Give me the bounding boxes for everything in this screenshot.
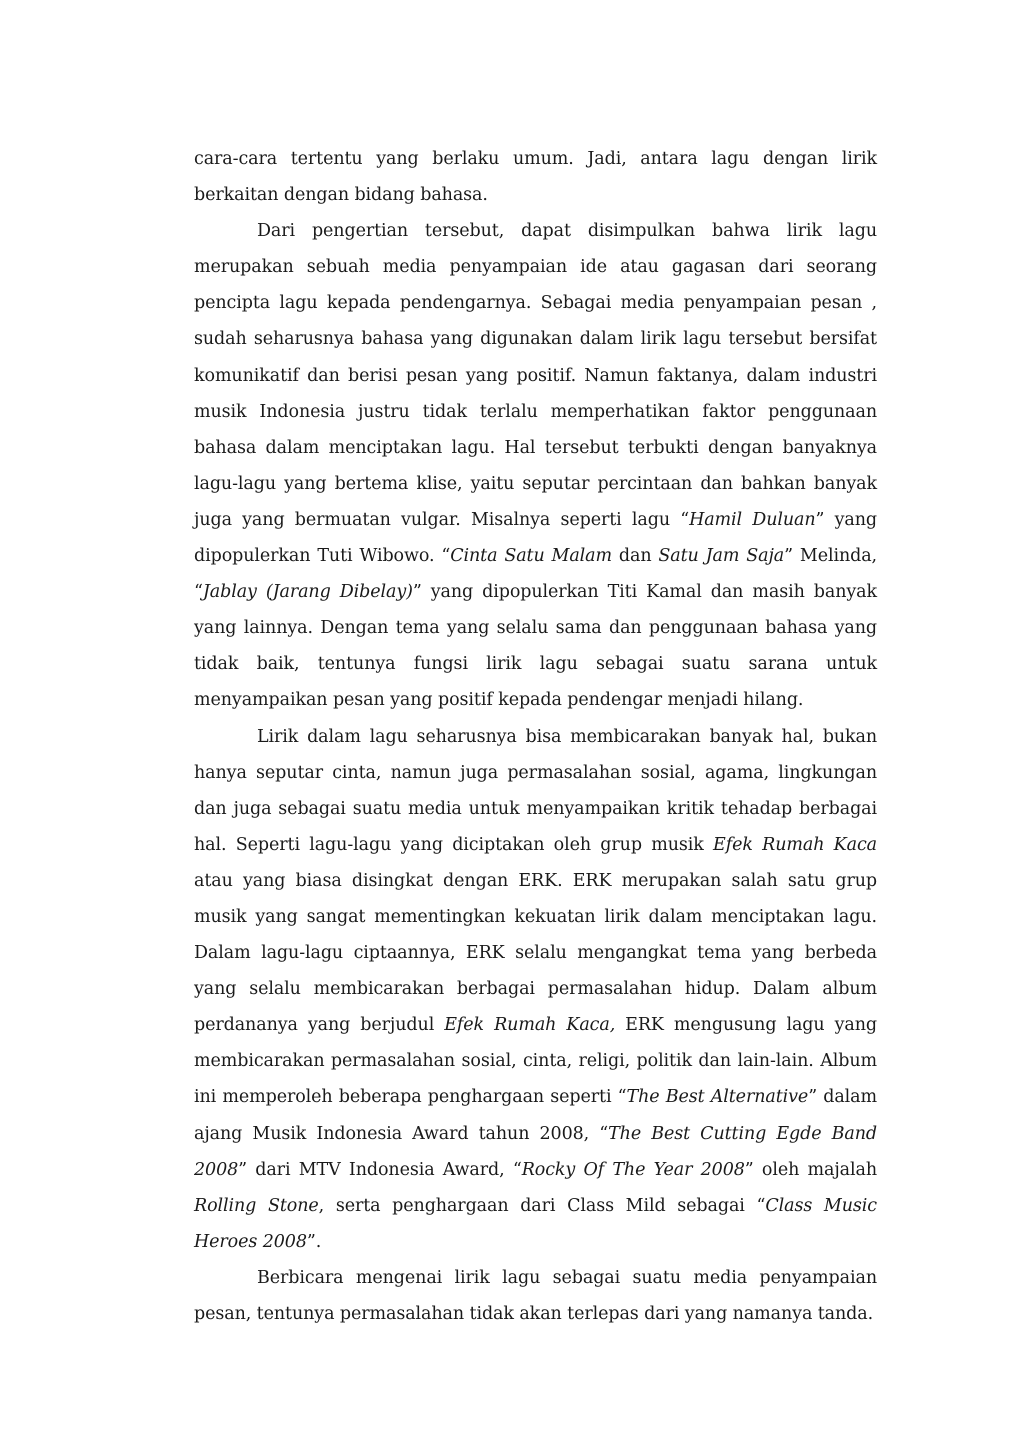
- italic-text-segment: The Best Alternative: [626, 1087, 809, 1108]
- body-text: [194, 141, 877, 1332]
- text-segment: ERK mengusung lagu yang membicarakan permasalahan sosial, cinta, religi, politik dan lain-lain. Album ini memperoleh beberapa penghargaan seperti “: [194, 1015, 878, 1108]
- italic-text-segment: Jablay (Jarang Dibelay): [202, 582, 413, 603]
- text-segment: ” Melinda, “: [194, 546, 878, 603]
- text-segment: ” yang dipopulerkan Tuti Wibowo. “: [194, 509, 878, 567]
- text-segment: atau yang biasa disingkat dengan ERK. ERK merupakan salah satu grup musik yang sangat mementingkan kekuatan lirik dalam menciptakan lagu. Dalam lagu-lagu ciptaannya, ERK selalu mengangkat tema yang berbeda yang selalu membicarakan berbagai permasalahan hidup. Dalam album perdananya yang berjudul: [194, 870, 877, 1036]
- italic-text-segment: Satu Jam Saja: [658, 546, 785, 567]
- italic-text-segment: Efek Rumah Kaca,: [444, 1015, 616, 1036]
- italic-text-segment: Rocky Of The Year 2008: [521, 1159, 745, 1180]
- paragraph: [194, 719, 877, 1260]
- italic-text-segment: Cinta Satu Malam: [450, 546, 613, 567]
- text-segment: Berbicara mengenai lirik lagu sebagai suatu media penyampaian pesan, tentunya permasalahan tidak akan terlepas dari yang namanya tanda.: [194, 1267, 877, 1324]
- text-segment: Lirik dalam lagu seharusnya bisa membicarakan banyak hal, bukan hanya seputar cinta, namun juga permasalahan sosial, agama, lingkungan dan juga sebagai suatu media untuk menyampaikan kritik tehadap berbagai hal. Seperti lagu-lagu yang diciptakan oleh grup musik: [194, 726, 877, 855]
- paragraph: [194, 213, 877, 718]
- text-segment: , serta penghargaan dari Class Mild sebagai “: [318, 1195, 766, 1216]
- text-segment: ” dalam ajang Musik Indonesia Award tahun 2008, “: [194, 1087, 877, 1144]
- italic-text-segment: Hamil Duluan: [689, 509, 816, 530]
- text-segment: ” dari MTV Indonesia Award, “: [238, 1159, 522, 1180]
- italic-text-segment: Rolling Stone: [194, 1195, 319, 1216]
- italic-text-segment: Efek Rumah Kaca: [713, 834, 878, 855]
- text-segment: ” oleh majalah: [744, 1159, 877, 1180]
- text-segment: ”.: [306, 1231, 322, 1252]
- paragraph: [194, 1260, 877, 1332]
- italic-text-segment: Class Music Heroes 2008: [194, 1195, 877, 1252]
- text-segment: dan: [612, 546, 659, 567]
- text-segment: cara-cara tertentu yang berlaku umum. Jadi, antara lagu dengan lirik berkaitan dengan bidang bahasa.: [194, 149, 877, 206]
- italic-text-segment: The Best Cutting Egde Band 2008: [194, 1123, 877, 1180]
- text-segment: ” yang dipopulerkan Titi Kamal dan masih banyak yang lainnya. Dengan tema yang selalu sama dan penggunaan bahasa yang tidak baik, tentunya fungsi lirik lagu sebagai suatu sarana untuk menyampaikan pesan yang positif kepada pendengar menjadi hilang.: [194, 582, 877, 711]
- paragraph: [194, 141, 877, 213]
- text-segment: Dari pengertian tersebut, dapat disimpulkan bahwa lirik lagu merupakan sebuah media penyampaian ide atau gagasan dari seorang pencipta lagu kepada pendengarnya. Sebagai media penyampaian pesan , sudah seharusnya bahasa yang digunakan dalam lirik lagu tersebut bersifat komunikatif dan berisi pesan yang positif. Namun faktanya, dalam industri musik Indonesia justru tidak terlalu memperhatikan faktor penggunaan bahasa dalam menciptakan lagu. Hal tersebut terbukti dengan banyaknya lagu-lagu yang bertema klise, yaitu seputar percintaan dan bahkan banyak juga yang bermuatan vulgar. Misalnya seperti lagu “: [194, 221, 877, 530]
